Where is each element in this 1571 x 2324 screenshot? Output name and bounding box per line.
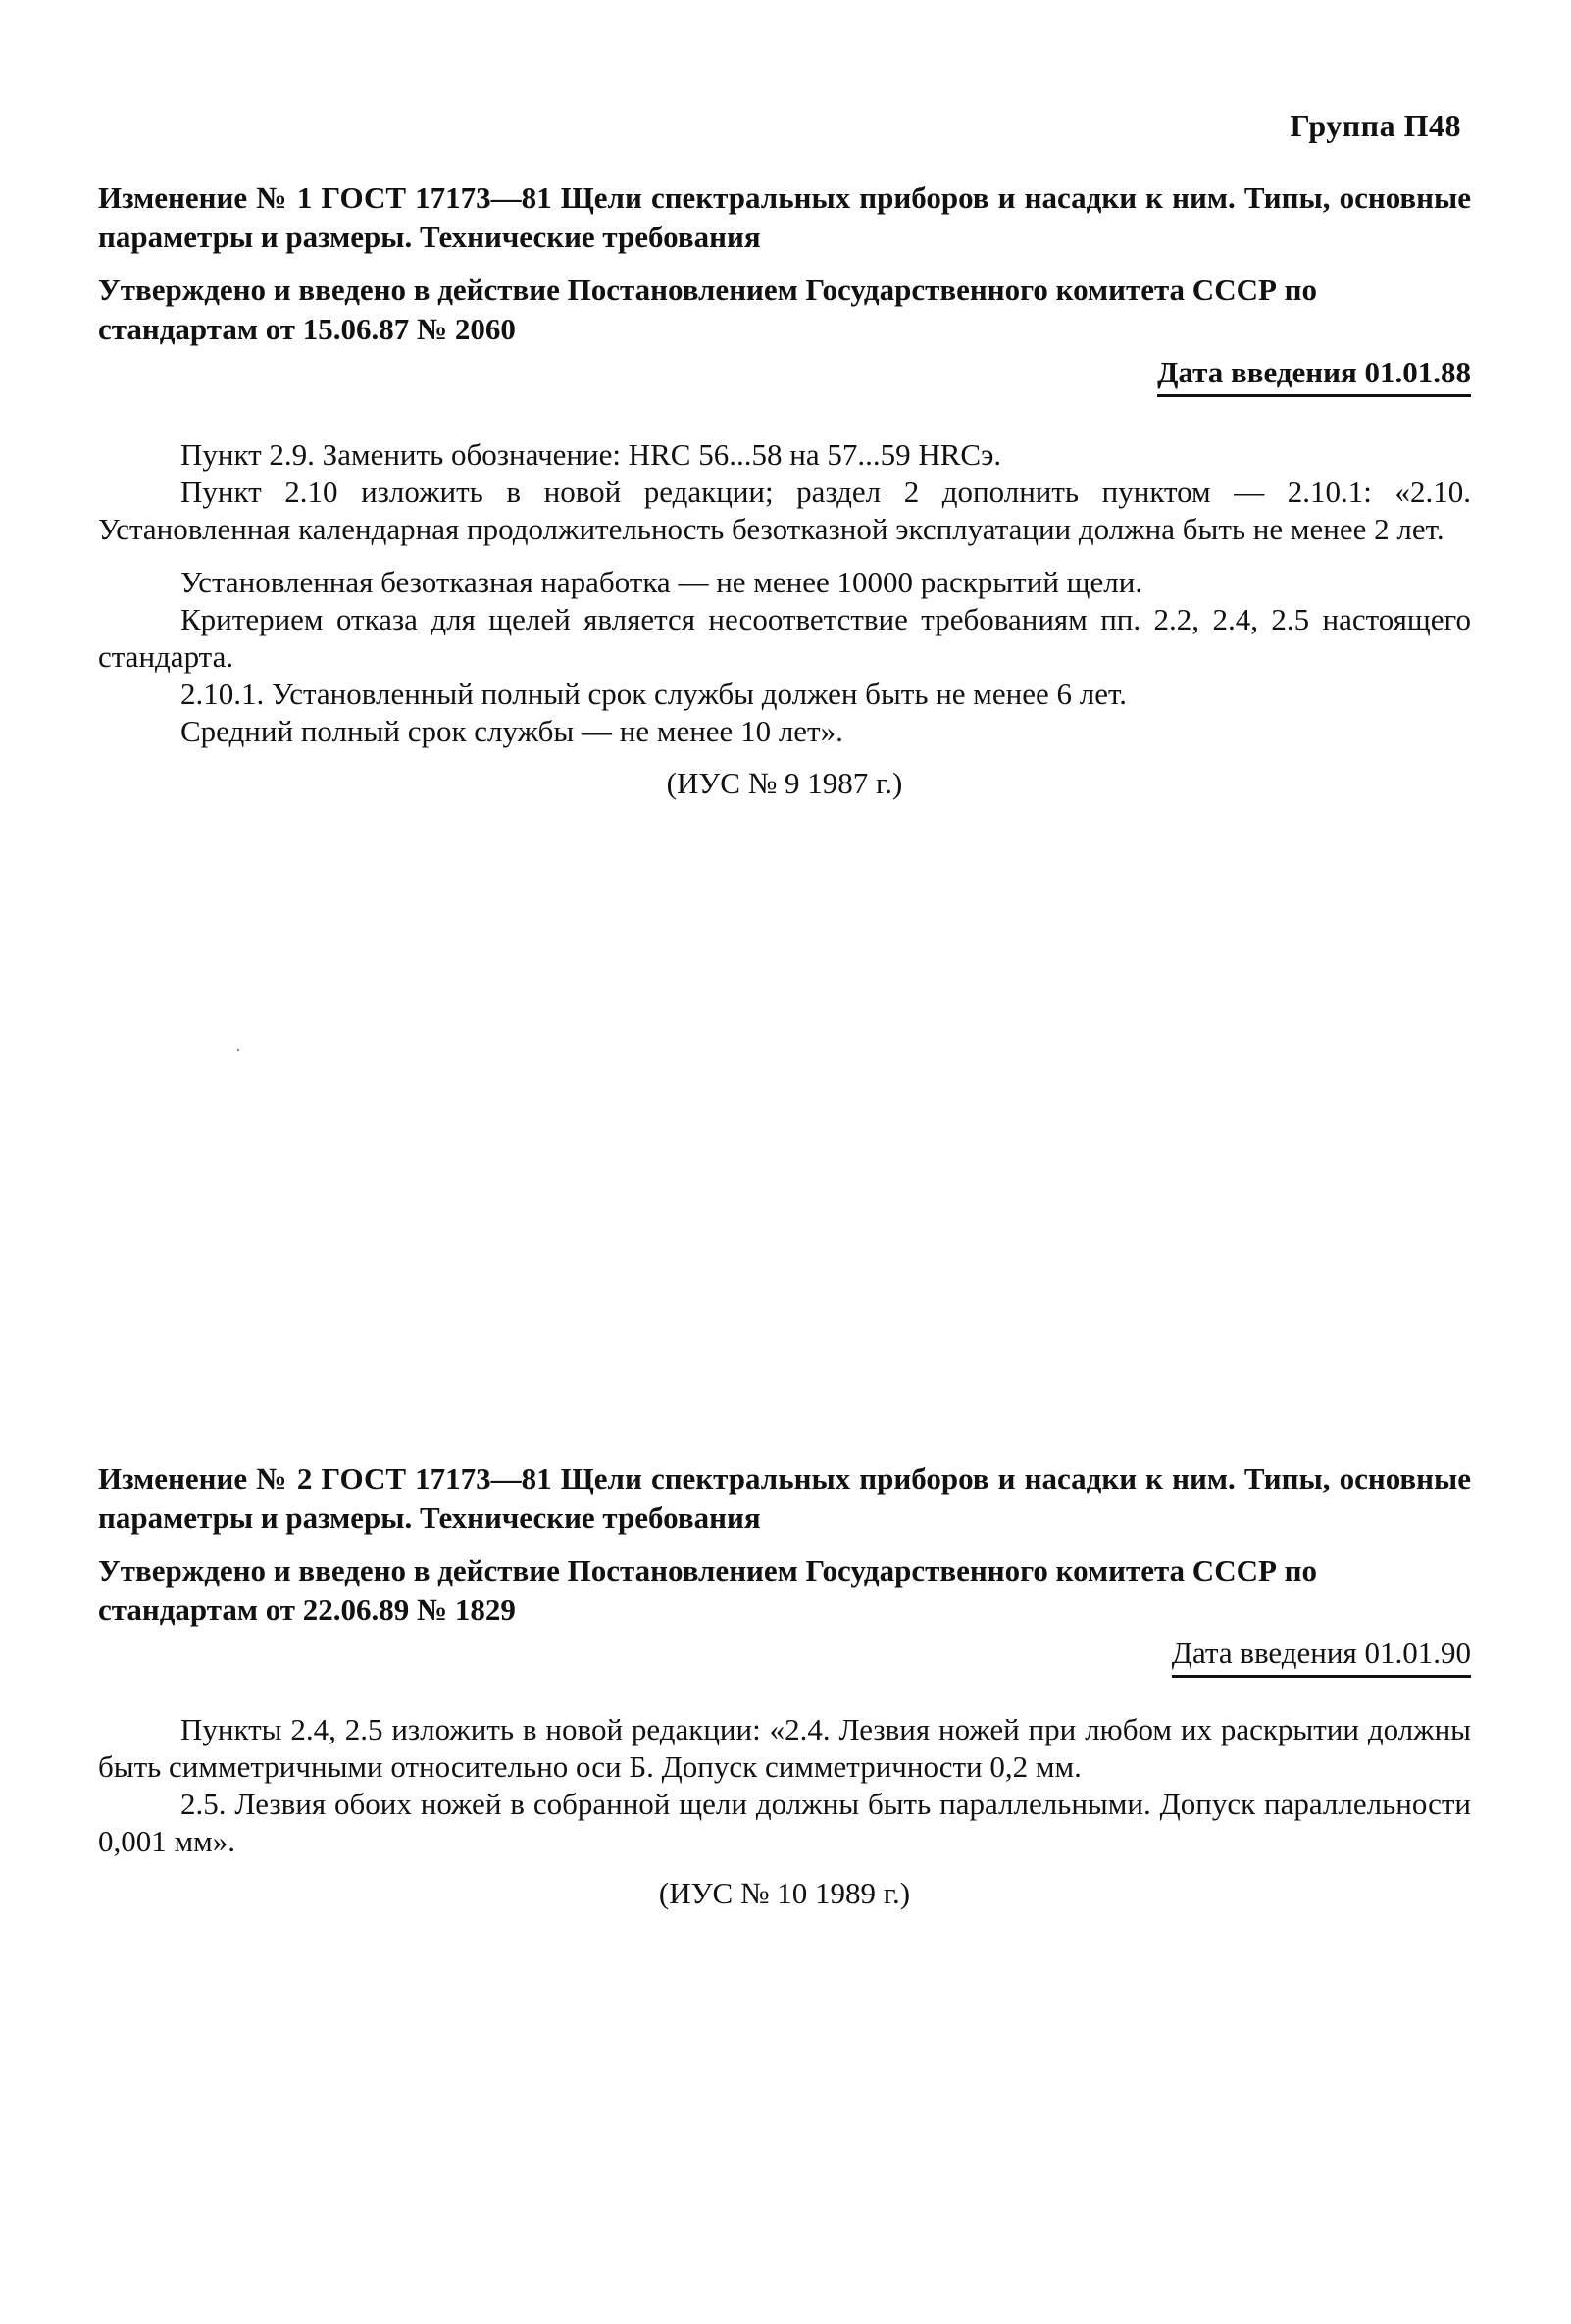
change-2-paragraph: 2.5. Лезвия обоих ножей в собранной щели должны быть параллельными. Допуск параллельности 0,001 мм». (98, 1787, 1471, 1858)
scan-speck (237, 1049, 239, 1051)
change-1-paragraph: 2.10.1. Установленный полный срок службы должен быть не менее 6 лет. (180, 677, 1127, 711)
change-1-section (98, 178, 1471, 803)
change-2-title: Изменение № 2 ГОСТ 17173—81 Щели спектральных приборов и насадки к ним. Типы, основные параметры и размеры. Технические требования (98, 1461, 1471, 1535)
change-2-effective-date: Дата введения 01.01.90 (1172, 1634, 1471, 1678)
change-1-approval: Утверждено и введено в действие Постановлением Государственного комитета СССР по стандартам от 15.06.87 № 2060 (98, 273, 1318, 346)
change-2-approval: Утверждено и введено в действие Постановлением Государственного комитета СССР по стандартам от 22.06.89 № 1829 (98, 1553, 1318, 1627)
change-1-title: Изменение № 1 ГОСТ 17173—81 Щели спектральных приборов и насадки к ним. Типы, основные параметры и размеры. Технические требования (98, 180, 1471, 254)
change-2-source: (ИУС № 10 1989 г.) (658, 1876, 911, 1910)
change-1-effective-date: Дата введения 01.01.88 (1157, 353, 1471, 397)
change-2-date-row (98, 1634, 1471, 1678)
change-1-paragraph: Установленная безотказная наработка — не менее 10000 раскрытий щели. (180, 565, 1143, 599)
change-1-source: (ИУС № 9 1987 г.) (666, 766, 903, 800)
change-1-paragraph: Средний полный срок службы — не менее 10 лет». (180, 714, 843, 748)
change-1-paragraph: Критерием отказа для щелей является несоответствие требованиям пп. 2.2, 2.4, 2.5 настоящего стандарта. (98, 602, 1471, 674)
group-code: Группа П48 (1290, 108, 1461, 143)
change-1-paragraph: Пункт 2.9. Заменить обозначение: HRC 56...58 на 57...59 HRCэ. (180, 437, 1002, 472)
change-1-date-row (98, 353, 1471, 397)
change-2-paragraph: Пункты 2.4, 2.5 изложить в новой редакции: «2.4. Лезвия ножей при любом их раскрытии должны быть симметричными относительно оси Б. Допуск симметричности 0,2 мм. (98, 1712, 1471, 1784)
change-1-paragraph: Пункт 2.10 изложить в новой редакции; раздел 2 дополнить пунктом — 2.10.1: «2.10. Установленная календарная продолжительность безотказной эксплуатации должна быть не менее 2 лет. (98, 475, 1471, 546)
change-2-section (98, 1459, 1471, 1913)
